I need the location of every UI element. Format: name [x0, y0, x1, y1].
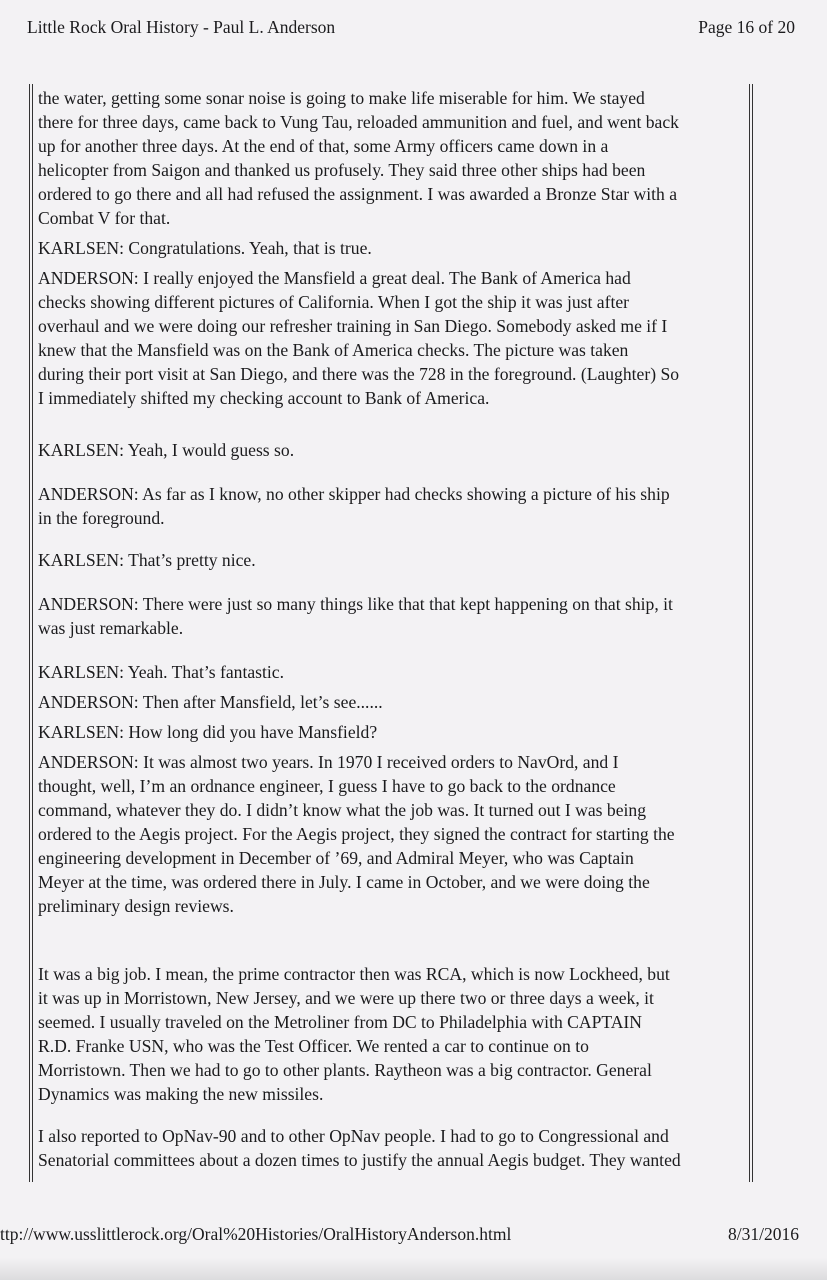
text-line: KARLSEN: Congratulations. Yeah, that is true.	[38, 238, 372, 258]
paragraph	[38, 720, 377, 744]
text-line: thought, well, I’m an ordnance engineer, I guess I have to go back to the ordnance	[38, 776, 616, 796]
text-line: It was a big job. I mean, the prime contractor then was RCA, which is now Lockheed, but	[38, 964, 670, 984]
page-number: Page 16 of 20	[698, 17, 795, 37]
text-line: Morristown. Then we had to go to other plants. Raytheon was a big contractor. General	[38, 1060, 652, 1080]
text-line: up for another three days. At the end of that, some Army officers came down in a	[38, 136, 609, 156]
paragraph	[38, 962, 670, 1106]
text-line: seemed. I usually traveled on the Metroliner from DC to Philadelphia with CAPTAIN	[38, 1012, 642, 1032]
text-line: ANDERSON: It was almost two years. In 1970 I received orders to NavOrd, and I	[38, 752, 619, 772]
text-line: ordered to go there and all had refused the assignment. I was awarded a Bronze Star with a	[38, 184, 678, 204]
paragraph	[38, 236, 372, 260]
text-line: ANDERSON: As far as I know, no other skipper had checks showing a picture of his ship	[38, 484, 670, 504]
text-line: Senatorial committees about a dozen times to justify the annual Aegis budget. They wanted	[38, 1150, 681, 1170]
paragraph	[38, 1124, 681, 1172]
text-line: engineering development in December of ’69, and Admiral Meyer, who was Captain	[38, 848, 634, 868]
text-line: during their port visit at San Diego, and there was the 728 in the foreground. (Laughter) So	[38, 364, 680, 384]
text-line: I immediately shifted my checking account to Bank of America.	[38, 388, 490, 408]
text-line: R.D. Franke USN, who was the Test Officer. We rented a car to continue on to	[38, 1036, 589, 1056]
paragraph	[38, 690, 383, 714]
text-line: KARLSEN: How long did you have Mansfield?	[38, 722, 378, 742]
paragraph	[38, 86, 679, 230]
text-line: preliminary design reviews.	[38, 896, 234, 916]
footer-date: 8/31/2016	[728, 1224, 799, 1244]
text-line: Dynamics was making the new missiles.	[38, 1084, 324, 1104]
paragraph	[38, 548, 256, 572]
text-line: KARLSEN: That’s pretty nice.	[38, 550, 256, 570]
paragraph	[38, 592, 673, 640]
paragraph	[38, 660, 284, 684]
text-line: checks showing different pictures of California. When I got the ship it was just after	[38, 292, 630, 312]
text-line: overhaul and we were doing our refresher training in San Diego. Somebody asked me if I	[38, 316, 668, 336]
text-line: KARLSEN: Yeah, I would guess so.	[38, 440, 295, 460]
text-line: Meyer at the time, was ordered there in July. I came in October, and we were doing the	[38, 872, 650, 892]
page-edge	[0, 1258, 827, 1280]
text-line: the water, getting some sonar noise is going to make life miserable for him. We stayed	[38, 88, 645, 108]
text-line: it was up in Morristown, New Jersey, and we were up there two or three days a week, it	[38, 988, 654, 1008]
paragraph	[38, 482, 670, 530]
text-line: ANDERSON: I really enjoyed the Mansfield a great deal. The Bank of America had	[38, 268, 631, 288]
text-line: command, whatever they do. I didn’t know what the job was. It turned out I was being	[38, 800, 646, 820]
text-line: I also reported to OpNav-90 and to other OpNav people. I had to go to Congressional and	[38, 1126, 669, 1146]
paragraph	[38, 266, 679, 410]
paragraph	[38, 750, 675, 918]
text-line: ANDERSON: There were just so many things like that that kept happening on that ship, it	[38, 594, 673, 614]
text-line: helicopter from Saigon and thanked us profusely. They said three other ships had been	[38, 160, 646, 180]
text-line: ordered to the Aegis project. For the Aegis project, they signed the contract for starting the	[38, 824, 675, 844]
paragraph	[38, 438, 294, 462]
text-line: Combat V for that.	[38, 208, 171, 228]
text-line: knew that the Mansfield was on the Bank of America checks. The picture was taken	[38, 340, 629, 360]
text-line: in the foreground.	[38, 508, 165, 528]
text-line: there for three days, came back to Vung Tau, reloaded ammunition and fuel, and went back	[38, 112, 679, 132]
text-line: was just remarkable.	[38, 618, 184, 638]
header-title: Little Rock Oral History - Paul L. Anderson	[27, 17, 336, 37]
text-line: KARLSEN: Yeah. That’s fantastic.	[38, 662, 284, 682]
text-line: ANDERSON: Then after Mansfield, let’s see......	[38, 692, 383, 712]
footer-url: ttp://www.usslittlerock.org/Oral%20Histories/OralHistoryAnderson.html	[0, 1224, 512, 1244]
